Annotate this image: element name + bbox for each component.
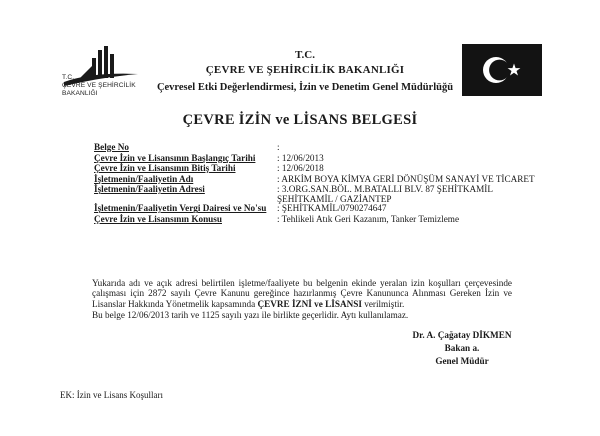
field-label: Çevre İzin ve Lisansının Bitiş Tarihi [94, 163, 236, 174]
field-value: : 12/06/2018 [277, 163, 324, 174]
body-paragraph [92, 278, 512, 309]
body-text-end: verilmiştir. [361, 298, 405, 309]
signatory-title: Genel Müdür [435, 356, 489, 366]
validity-note: Bu belge 12/06/2013 tarih ve 1125 sayılı yazı ile birlikte geçerlidir. Aytı kullanılamaz. [92, 310, 409, 320]
signature-block [372, 329, 552, 368]
signatory-name: Dr. A. Çağatay DİKMEN [412, 330, 512, 340]
field-value: : Tehlikeli Atık Geri Kazanım, Tanker Temizleme [277, 213, 460, 224]
turkish-flag [462, 44, 542, 96]
field-value [277, 184, 493, 204]
field-value: : ŞEHİTKAMİL/0790274647 [277, 203, 387, 214]
field-label: İşletmenin/Faaliyetin Adresi [94, 184, 205, 195]
field-value: : 12/06/2013 [277, 152, 324, 163]
field-value: : [277, 142, 280, 152]
annex-note: EK: İzin ve Lisans Koşulları [60, 390, 163, 400]
logo-line: ÇEVRE VE ŞEHİRCİLİK [62, 82, 136, 89]
field-label: İşletmenin/Faaliyetin Adı [94, 173, 194, 184]
header-tc: T.C. [295, 49, 315, 61]
body-text: Yukarıda adı ve açık adresi belirtilen işletme/faaliyete bu belgenin ekinde yeralan izin koşulları çerçevesinde çalışması için 2872 sayılı Çevre Kanunu gereğince hazırlanmış Çevre Kanununca Alınması Gereken İzin ve Lisanslar Hakkında Yönetmelik kapsamında [92, 278, 512, 309]
ministry-name: ÇEVRE VE ŞEHİRCİLİK BAKANLIĞI [205, 64, 405, 76]
body-emphasis: ÇEVRE İZNİ ve LİSANSI [257, 298, 362, 309]
signatory-capacity: Bakan a. [444, 343, 480, 353]
logo-line: T.C. [62, 74, 75, 81]
document-title: ÇEVRE İZİN ve LİSANS BELGESİ [182, 112, 418, 128]
field-label: Belge No [94, 142, 129, 152]
crescent-star-icon [462, 44, 542, 96]
address-line-1: : 3.ORG.SAN.BÖL. M.BATALLI BLV. 87 ŞEHİTKAMİL [277, 184, 493, 195]
address-line-2: ŞEHİTKAMİL / GAZİANTEP [277, 194, 392, 205]
field-label: Çevre İzin ve Lisansının Başlangıç Tarihi [94, 152, 256, 163]
field-label: İşletmenin/Faaliyetin Vergi Dairesi ve No'su [94, 203, 267, 214]
department-name: Çevresel Etki Değerlendirmesi, İzin ve Denetim Genel Müdürlüğü [156, 82, 454, 93]
logo-line: BAKANLIĞI [62, 90, 98, 97]
field-value: : ARKİM BOYA KİMYA GERİ DÖNÜŞÜM SANAYİ VE TİCARET [277, 173, 535, 184]
field-label: Çevre İzin ve Lisansının Konusu [94, 213, 222, 224]
